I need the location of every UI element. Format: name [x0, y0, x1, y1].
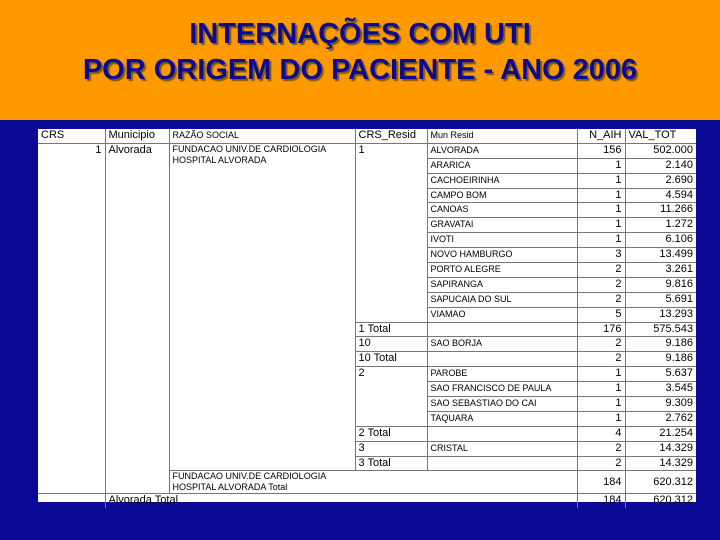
n-aih-cell: 1 [577, 367, 625, 382]
hospital-name-line-2: HOSPITAL ALVORADA [172, 154, 267, 165]
title-line-1: INTERNAÇÕES COM UTI [189, 18, 531, 50]
header-crs: CRS [38, 129, 105, 143]
mun-resid-cell: CANOAS [427, 203, 577, 218]
val-tot-cell: 9.309 [625, 397, 696, 412]
crs-resid-cell: 3 Total [355, 456, 427, 471]
header-crs-resid: CRS_Resid [355, 129, 427, 143]
crs-resid-cell [355, 173, 427, 188]
n-aih-cell: 2 [577, 292, 625, 307]
crs-resid-cell [355, 158, 427, 173]
hospital-total-val-tot: 620.312 [625, 471, 696, 494]
crs-resid-cell [355, 188, 427, 203]
n-aih-cell: 2 [577, 456, 625, 471]
crs-resid-cell [355, 248, 427, 263]
hospital-name-line-1: FUNDACAO UNIV.DE CARDIOLOGIA [172, 143, 327, 154]
mun-resid-cell: CRISTAL [427, 441, 577, 456]
crs-resid-cell [355, 292, 427, 307]
val-tot-cell: 13.499 [625, 248, 696, 263]
municipio-total-row [38, 494, 696, 508]
mun-resid-cell: TAQUARA [427, 411, 577, 426]
header-mun-resid: Mun Resid [427, 129, 577, 143]
n-aih-cell: 2 [577, 441, 625, 456]
n-aih-cell: 5 [577, 307, 625, 322]
mun-resid-cell: SAPUCAIA DO SUL [427, 292, 577, 307]
n-aih-cell: 1 [577, 158, 625, 173]
crs-resid-cell [355, 203, 427, 218]
hospital-cell [169, 143, 355, 471]
hospital-total-label [169, 471, 577, 494]
val-tot-cell: 2.690 [625, 173, 696, 188]
header-municipio: Municipio [105, 129, 169, 143]
mun-resid-cell [427, 456, 577, 471]
hospital-total-line-2: HOSPITAL ALVORADA Total [172, 482, 288, 493]
val-tot-cell: 9.186 [625, 352, 696, 367]
table-row [38, 143, 696, 158]
crs-resid-cell [355, 277, 427, 292]
val-tot-cell: 14.329 [625, 441, 696, 456]
report-panel [38, 129, 696, 507]
hospital-total-name [173, 471, 574, 493]
report-table [38, 129, 696, 508]
crs-resid-cell [355, 218, 427, 233]
n-aih-cell: 1 [577, 397, 625, 412]
header-n-aih: N_AIH [577, 129, 625, 143]
crs-resid-cell [355, 233, 427, 248]
mun-resid-cell [427, 352, 577, 367]
crs-resid-cell: 10 Total [355, 352, 427, 367]
val-tot-cell: 11.266 [625, 203, 696, 218]
crs-resid-cell: 3 [355, 441, 427, 456]
mun-resid-cell: SAPIRANGA [427, 277, 577, 292]
val-tot-cell: 1.272 [625, 218, 696, 233]
crs-resid-cell: 2 [355, 367, 427, 382]
crs-resid-cell [355, 382, 427, 397]
n-aih-cell: 4 [577, 426, 625, 441]
municipio-total-n-aih: 184 [577, 494, 625, 508]
n-aih-cell: 1 [577, 382, 625, 397]
val-tot-cell: 5.691 [625, 292, 696, 307]
title-line-2: POR ORIGEM DO PACIENTE - ANO 2006 [82, 54, 638, 86]
crs-resid-cell: 10 [355, 337, 427, 352]
n-aih-cell: 2 [577, 263, 625, 278]
n-aih-cell: 2 [577, 277, 625, 292]
n-aih-cell: 1 [577, 233, 625, 248]
n-aih-cell: 2 [577, 337, 625, 352]
municipio-cell: Alvorada [105, 143, 169, 494]
val-tot-cell: 3.261 [625, 263, 696, 278]
mun-resid-cell: IVOTI [427, 233, 577, 248]
mun-resid-cell: SAO SEBASTIAO DO CAI [427, 397, 577, 412]
header-razao-social: RAZÃO SOCIAL [169, 129, 355, 143]
municipio-total-label: Alvorada Total [105, 494, 577, 508]
mun-resid-cell: ALVORADA [427, 143, 577, 158]
n-aih-cell: 176 [577, 322, 625, 337]
val-tot-cell: 2.140 [625, 158, 696, 173]
n-aih-cell: 1 [577, 203, 625, 218]
mun-resid-cell: SAO BORJA [427, 337, 577, 352]
n-aih-cell: 1 [577, 173, 625, 188]
val-tot-cell: 575.543 [625, 322, 696, 337]
n-aih-cell: 1 [577, 188, 625, 203]
mun-resid-cell: GRAVATAI [427, 218, 577, 233]
n-aih-cell: 156 [577, 143, 625, 158]
n-aih-cell: 3 [577, 248, 625, 263]
val-tot-cell: 6.106 [625, 233, 696, 248]
mun-resid-cell: PAROBE [427, 367, 577, 382]
hospital-name [173, 144, 352, 166]
municipio-total-spacer [38, 494, 105, 508]
mun-resid-cell: CAMPO BOM [427, 188, 577, 203]
val-tot-cell: 14.329 [625, 456, 696, 471]
val-tot-cell: 4.594 [625, 188, 696, 203]
municipio-total-val-tot: 620.312 [625, 494, 696, 508]
mun-resid-cell: NOVO HAMBURGO [427, 248, 577, 263]
val-tot-cell: 2.762 [625, 411, 696, 426]
val-tot-cell: 3.545 [625, 382, 696, 397]
hospital-total-line-1: FUNDACAO UNIV.DE CARDIOLOGIA [172, 471, 327, 482]
val-tot-cell: 21.254 [625, 426, 696, 441]
n-aih-cell: 1 [577, 411, 625, 426]
mun-resid-cell [427, 426, 577, 441]
crs-resid-cell [355, 397, 427, 412]
crs-resid-cell: 2 Total [355, 426, 427, 441]
val-tot-cell: 13.293 [625, 307, 696, 322]
table-body [38, 143, 696, 508]
crs-cell: 1 [95, 143, 102, 156]
val-tot-cell: 502.000 [625, 143, 696, 158]
mun-resid-cell: PORTO ALEGRE [427, 263, 577, 278]
mun-resid-cell: CACHOEIRINHA [427, 173, 577, 188]
header-row [38, 129, 696, 143]
crs-resid-cell: 1 [355, 143, 427, 158]
val-tot-cell: 5.637 [625, 367, 696, 382]
val-tot-cell: 9.186 [625, 337, 696, 352]
crs-resid-cell [355, 411, 427, 426]
mun-resid-cell: VIAMAO [427, 307, 577, 322]
mun-resid-cell [427, 322, 577, 337]
crs-resid-cell [355, 263, 427, 278]
mun-resid-cell: ARARICA [427, 158, 577, 173]
title-banner [0, 0, 720, 120]
n-aih-cell: 2 [577, 352, 625, 367]
crs-resid-cell [355, 307, 427, 322]
hospital-total-n-aih: 184 [577, 471, 625, 494]
header-val-tot: VAL_TOT [625, 129, 696, 143]
n-aih-cell: 1 [577, 218, 625, 233]
crs-resid-cell: 1 Total [355, 322, 427, 337]
val-tot-cell: 9.816 [625, 277, 696, 292]
mun-resid-cell: SAO FRANCISCO DE PAULA [427, 382, 577, 397]
